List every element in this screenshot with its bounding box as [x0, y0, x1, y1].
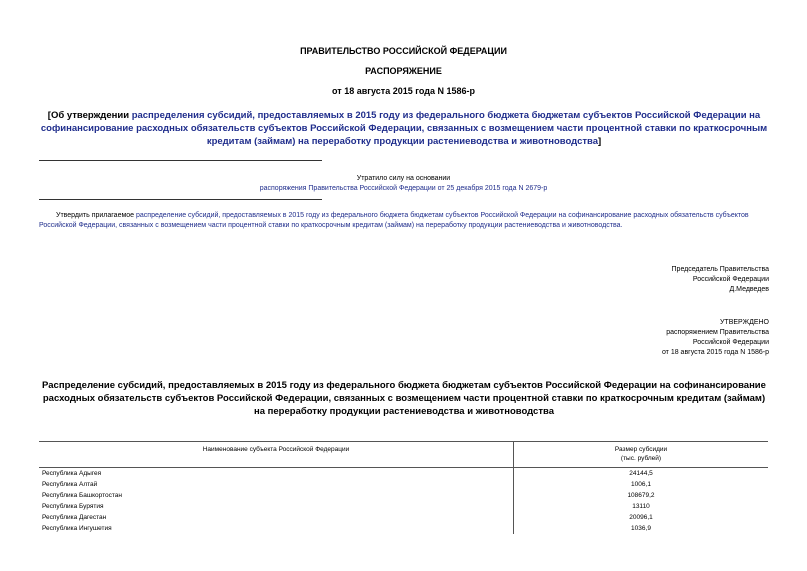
- document-date-number: от 18 августа 2015 года N 1586-р: [332, 86, 475, 96]
- region-name: Республика Алтай: [39, 479, 514, 490]
- approval-by: распоряжением Правительства: [666, 329, 769, 336]
- status-note: Утратило силу на основании: [356, 175, 451, 182]
- table-row: [39, 490, 768, 501]
- column-header-name: Наименование субъекта Российской Федерации: [39, 442, 514, 468]
- subsidy-table: [39, 441, 768, 534]
- authority-heading: ПРАВИТЕЛЬСТВО РОССИЙСКОЙ ФЕДЕРАЦИИ: [300, 46, 507, 56]
- subsidy-amount: 24144,5: [629, 470, 653, 477]
- table-row: [39, 479, 768, 490]
- body-paragraph: [39, 211, 769, 231]
- region-name: Республика Ингушетия: [39, 523, 514, 534]
- body-prefix: Утвердить прилагаемое: [56, 212, 137, 219]
- body-link[interactable]: распределение субсидий, предоставляемых в 2015 году из федерального бюджета бюджетам субъектов Российской Федерации на софинансирование расходных обязательств субъектов Российской Федерации, связанных с возмещением части процентной ставки по краткосрочным кредитам (займам) на переработку продукции растениеводства и животноводства.: [39, 212, 749, 229]
- region-name: Республика Бурятия: [39, 501, 514, 512]
- approval-stamp: УТВЕРЖДЕНО: [719, 319, 769, 326]
- subsidy-amount: 108679,2: [627, 492, 655, 499]
- column-header-amount: [514, 442, 769, 468]
- document-type: РАСПОРЯЖЕНИЕ: [365, 66, 442, 76]
- title-open: [Об утверждении: [47, 110, 132, 121]
- approval-org: Российской Федерации: [692, 339, 769, 346]
- signature-position: Председатель Правительства: [671, 266, 769, 273]
- region-name: Республика Адыгея: [39, 468, 514, 480]
- subsidy-amount: 13110: [632, 503, 650, 510]
- status-link[interactable]: распоряжения Правительства Российской Федерации от 25 декабря 2015 года N 2679-р: [259, 185, 548, 192]
- approval-block: [469, 318, 769, 358]
- table-row: [39, 468, 768, 480]
- table-row: [39, 512, 768, 523]
- title-close: ]: [598, 136, 602, 147]
- region-name: Республика Башкортостан: [39, 490, 514, 501]
- signature-org: Российской Федерации: [692, 276, 769, 283]
- region-name: Республика Дагестан: [39, 512, 514, 523]
- table-row: [39, 501, 768, 512]
- subsidy-amount: 20096,1: [629, 514, 653, 521]
- approval-date: от 18 августа 2015 года N 1586-р: [661, 349, 769, 356]
- column-header-amount-line1: Размер субсидии: [614, 446, 668, 453]
- subsidy-amount: 1006,1: [631, 481, 651, 488]
- divider-line: [39, 199, 322, 200]
- signature-block: [469, 265, 769, 295]
- divider-line: [39, 160, 322, 161]
- table-row: [39, 523, 768, 534]
- subsidy-amount: 1036,9: [631, 525, 651, 532]
- title-link[interactable]: распределения субсидий, предоставляемых в 2015 году из федерального бюджета бюджетам субъектов Российской Федерации на софинансирование расходных обязательств субъектов Российской Федерации, связанных с возмещением части процентной ставки по краткосрочным кредитам (займам) на переработку продукции растениеводства и животноводства: [40, 110, 768, 147]
- table-header-row: [39, 442, 768, 468]
- appendix-title: Распределение субсидий, предоставляемых в 2015 году из федерального бюджета бюджетам субъектов Российской Федерации на софинансирование расходных обязательств субъектов Российской Федерации, связанных с возмещением части процентной ставки по краткосрочным кредитам (займам) на переработку продукции растениеводства и животноводства: [42, 380, 766, 417]
- signature-name: Д.Медведев: [729, 286, 769, 293]
- column-header-amount-line2: (тыс. рублей): [620, 455, 662, 462]
- document-title: [40, 109, 768, 148]
